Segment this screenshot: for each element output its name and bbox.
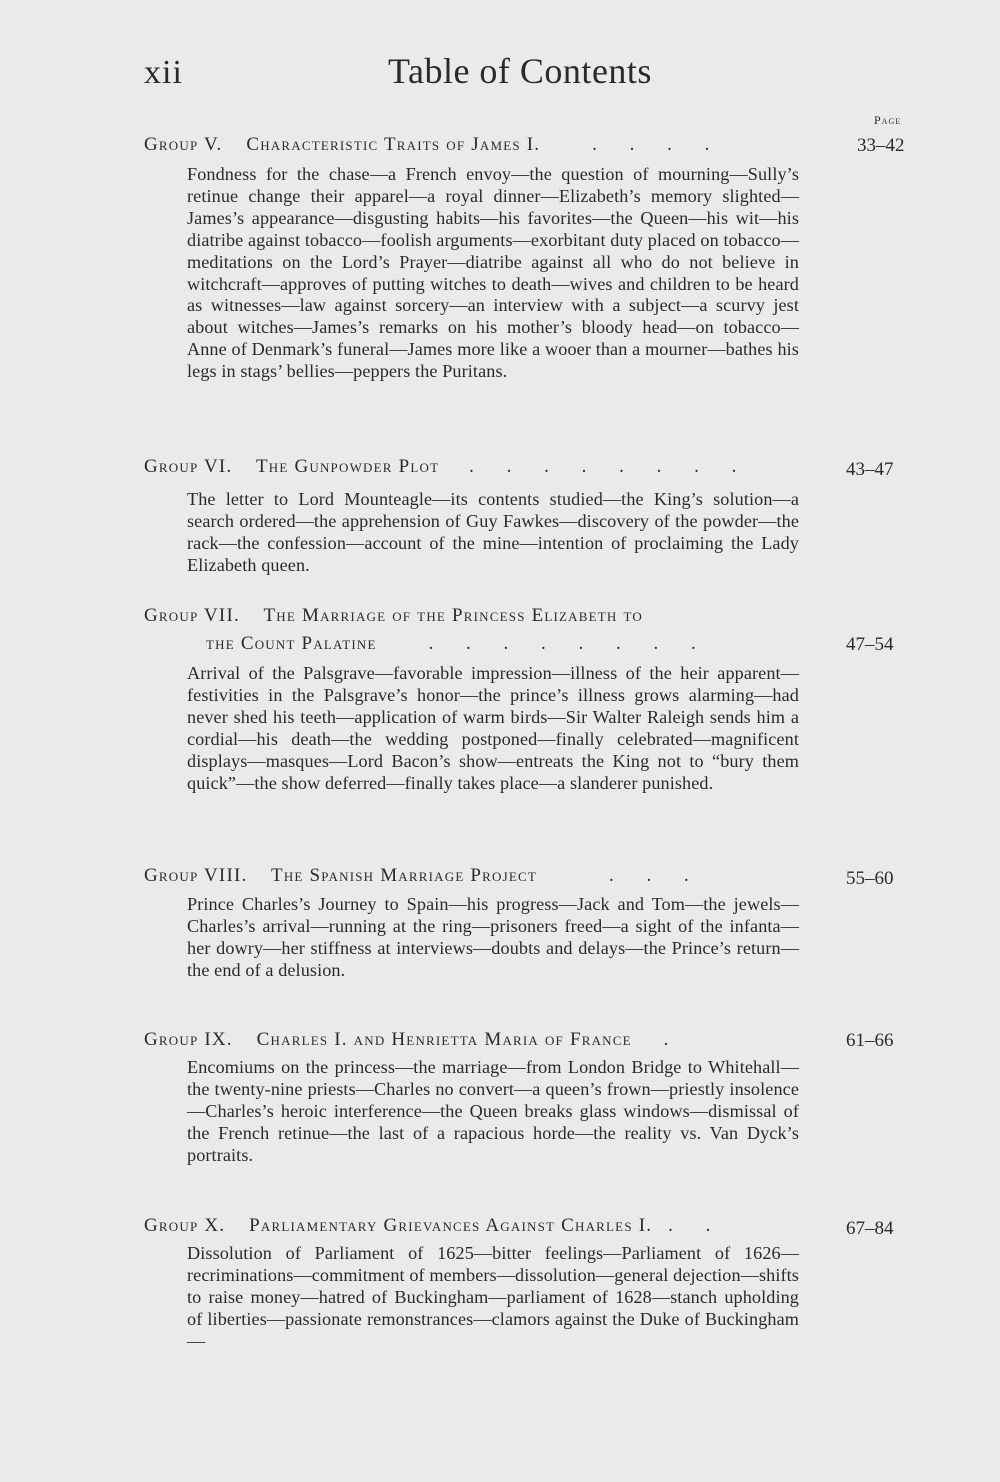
- group-title-continued: the Count Palatine: [206, 633, 377, 654]
- group-label: Group IX.: [144, 1029, 233, 1050]
- entry-summary: The letter to Lord Mounteagle—its contents studied—the King’s solution—a search ordered—the apprehension of Guy Fawkes—discovery of the powder—the rack—the confession—account of the mine—intention of proclaiming the Lady Elizabeth queen.: [187, 489, 799, 575]
- page-range: 43–47: [846, 459, 894, 480]
- entry-heading: [144, 455, 804, 479]
- page-range: 47–54: [846, 634, 894, 655]
- page-number: xii: [144, 54, 183, 91]
- dot-leader: . . . . . . . .: [428, 633, 710, 654]
- entry-summary: Fondness for the chase—a French envoy—the question of mourning—Sully’s retinue change their apparel—a royal dinner—Elizabeth’s memory slighted—James’s appearance—disgusting habits—his favorites—the Queen—his wit—his diatribe against tobacco—foolish arguments—exorbitant duty placed on tobacco—meditations on the Lord’s Prayer—diatribe against all who do not believe in witchcraft—approves of putting witches to death—wives and children to be heard as witnesses—law against sorcery—an interview with a subject—a scurvy jest about witches—James’s remarks on his mother’s bloody head—on tobacco—Anne of Denmark’s funeral—James more like a wooer than a mourner—bathes his legs in stags’ bellies—peppers the Puritans.: [187, 164, 799, 382]
- group-title: Parliamentary Grievances Against Charles I.: [249, 1215, 653, 1236]
- group-title: The Gunpowder Plot: [255, 456, 440, 477]
- page-column-label: Page: [874, 113, 902, 127]
- group-label: Group X.: [144, 1215, 226, 1236]
- dot-leader: . .: [668, 1215, 725, 1236]
- running-title: Table of Contents: [388, 51, 652, 91]
- dot-leader: .: [663, 1029, 683, 1050]
- page-range: 55–60: [846, 868, 894, 889]
- group-label: Group V.: [144, 134, 223, 155]
- dot-leader: . . . .: [592, 134, 724, 155]
- entry-summary: Arrival of the Palsgrave—favorable impression—illness of the heir apparent—festivities in the Palsgrave’s honor—the prince’s illness grows alarming—had never shed his teeth—application of warm birds—Sir Walter Raleigh sends him a cordial—his death—the wedding postponed—finally celebrated—magnificent displays—masques—Lord Bacon’s show—entreats the King not to “bury them quick”—the show deferred—finally takes place—a slanderer punished.: [187, 663, 799, 793]
- page-range: 33–42: [857, 135, 905, 156]
- group-label: Group VI.: [144, 456, 233, 477]
- group-title: Characteristic Traits of James I.: [246, 134, 541, 155]
- entry-heading: [144, 1214, 804, 1238]
- entry-heading: [144, 133, 804, 157]
- page-range: 67–84: [846, 1218, 894, 1239]
- group-label: Group VII.: [144, 605, 240, 626]
- entry-heading: [144, 864, 804, 888]
- dot-leader: . . . . . . . .: [469, 456, 751, 477]
- entry-summary: Prince Charles’s Journey to Spain—his progress—Jack and Tom—the jewels—Charles’s arrival—running at the ring—prisoners freed—a sight of the infanta—her dowry—her stiffness at interviews—doubts and delays—the Prince’s return—the end of a delusion.: [187, 894, 799, 980]
- group-label: Group VIII.: [144, 865, 248, 886]
- page-range: 61–66: [846, 1030, 894, 1051]
- entry-summary: Encomiums on the princess—the marriage—from London Bridge to Whitehall—the twenty-nine priests—Charles no convert—a queen’s frown—priestly insolence—Charles’s heroic interference—the Queen breaks glass windows—dismissal of the French retinue—the last of a rapacious horde—the reality vs. Van Dyck’s portraits.: [187, 1057, 799, 1165]
- entry-heading: [144, 1028, 804, 1052]
- group-title: The Marriage of the Princess Elizabeth to: [263, 605, 643, 626]
- group-title: The Spanish Marriage Project: [271, 865, 538, 886]
- dot-leader: . . .: [608, 865, 703, 886]
- entry-heading: [144, 604, 804, 656]
- entry-summary: Dissolution of Parliament of 1625—bitter feelings—Parliament of 1626—recriminations—commitment of members—dissolution—general dejection—shifts to raise money—hatred of Buckingham—parliament of 1628—stanch upholding of liberties—passionate remonstrances—clamors against the Duke of Buckingham—: [187, 1243, 799, 1351]
- group-title: Charles I. and Henrietta Maria of France: [256, 1029, 632, 1050]
